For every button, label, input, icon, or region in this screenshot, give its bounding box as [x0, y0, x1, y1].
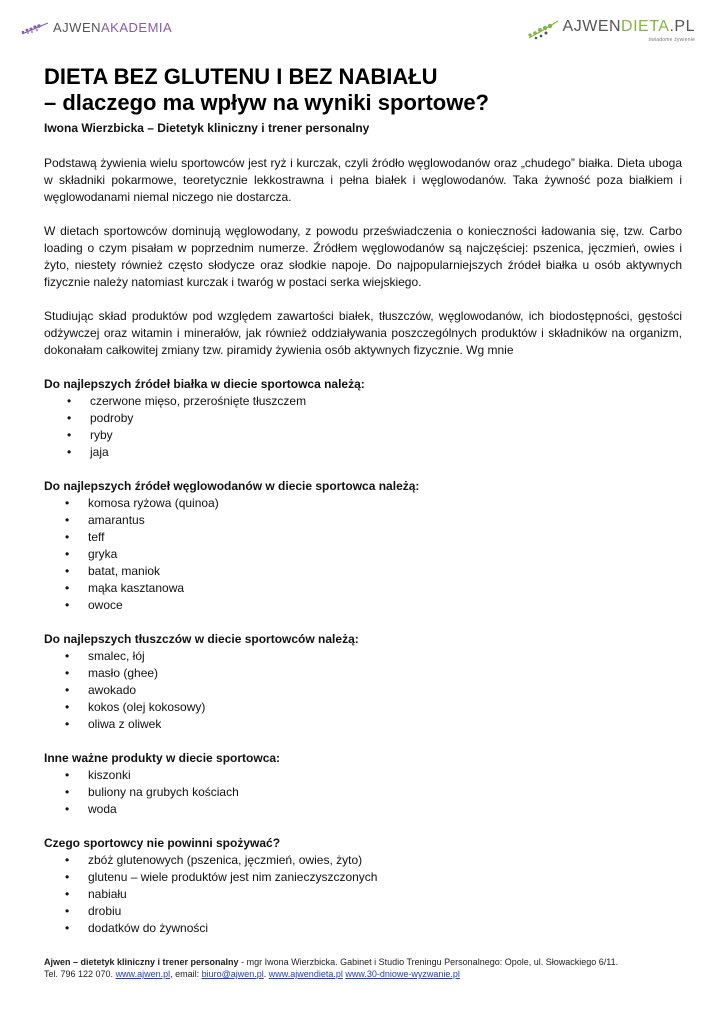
- list-item: • awokado: [65, 683, 137, 697]
- bullet-icon: •: [67, 428, 72, 442]
- paragraph-1: Podstawą żywienia wielu sportowców jest ryż i kurczak, czyli źródło węglowodanów oraz „chudego” białka. Dieta uboga w składniki pokarmowe, teoretycznie lekkostrawna i pełna białek i węglowodanów. Taka żywność poza białkiem i węglowodanami niemal niczego nie dostarcza.: [44, 156, 682, 204]
- bullet-icon: •: [65, 513, 70, 527]
- list-item: • oliwa z oliwek: [65, 717, 162, 731]
- section-title-other: Inne ważne produkty w diecie sportowca:: [44, 751, 281, 765]
- article-title: [44, 64, 682, 116]
- bullet-icon: •: [65, 547, 70, 561]
- ajwen-akademia-logo[interactable]: [20, 20, 172, 35]
- fats-list: [44, 648, 682, 733]
- list-item: • drobiu: [65, 904, 122, 918]
- list-item: • smalec, łój: [65, 649, 145, 663]
- footer-line-1: [44, 956, 684, 968]
- bullet-icon: •: [65, 870, 70, 884]
- logo-right-tagline: świadome żywienie: [648, 37, 695, 43]
- bullet-icon: •: [65, 530, 70, 544]
- list-item: • amarantus: [65, 513, 145, 527]
- avoid-list: [44, 852, 682, 937]
- section-title-protein: Do najlepszych źródeł białka w diecie sportowca należą:: [44, 377, 365, 391]
- bullet-icon: •: [65, 581, 70, 595]
- list-item: • kiszonki: [65, 768, 131, 782]
- list-item: • kokos (olej kokosowy): [65, 700, 206, 714]
- list-item: • batat, maniok: [65, 564, 161, 578]
- page-footer: [44, 956, 684, 980]
- footer-line-2: Tel. 796 122 070. www.ajwen.pl, email: biuro@ajwen.pl. www.ajwendieta.pl www.30-dniowe-wyzwanie.pl: [44, 969, 460, 979]
- other-list: [44, 767, 682, 818]
- list-item: • dodatków do żywności: [65, 921, 209, 935]
- title-line-2: – dlaczego ma wpływ na wyniki sportowe?: [44, 90, 489, 115]
- list-item: • czerwone mięso, przerośnięte tłuszczem: [67, 394, 307, 408]
- bullet-icon: •: [65, 649, 70, 663]
- list-item: • jaja: [67, 445, 109, 459]
- list-item: • masło (ghee): [65, 666, 159, 680]
- section-title-fats: Do najlepszych tłuszczów w diecie sportowców należą:: [44, 632, 359, 646]
- title-line-1: DIETA BEZ GLUTENU I BEZ NABIAŁU: [44, 64, 438, 89]
- logo-left-accent: AKADEMIA: [101, 20, 173, 35]
- dots-swoosh-icon: [526, 18, 560, 40]
- section-title-avoid: Czego sportowcy nie powinni spożywać?: [44, 836, 281, 850]
- bullet-icon: •: [65, 564, 70, 578]
- list-item: • gryka: [65, 547, 118, 561]
- protein-list: [44, 393, 682, 461]
- paragraph-3: Studiując skład produktów pod względem zawartości białek, tłuszczów, węglowodanów, ich biodostępności, gęstości odżywczej oraz witamin i minerałów, jak również oddziaływania poszczególnych produktów i składników na organizm, dokonałam całkowitej zmiany tzw. piramidy żywienia osób aktywnych fizycznie. Wg mnie: [44, 309, 682, 357]
- list-item: • glutenu – wiele produktów jest nim zanieczyszczonych: [65, 870, 378, 884]
- bullet-icon: •: [65, 700, 70, 714]
- list-item: • woda: [65, 802, 117, 816]
- link-email[interactable]: biuro@ajwen.pl: [201, 969, 264, 979]
- bullet-icon: •: [67, 394, 72, 408]
- list-item: • ryby: [67, 428, 113, 442]
- logo-left-brand: AJWEN: [53, 20, 101, 35]
- carbs-list: [44, 495, 682, 614]
- bullet-icon: •: [65, 904, 70, 918]
- list-item: • podroby: [67, 411, 134, 425]
- bullet-icon: •: [65, 768, 70, 782]
- list-item: • teff: [65, 530, 105, 544]
- bullet-icon: •: [65, 598, 70, 612]
- bullet-icon: •: [67, 411, 72, 425]
- page-header: [0, 0, 725, 50]
- bullet-icon: •: [65, 496, 70, 510]
- logo-right-suffix: .PL: [669, 18, 695, 35]
- bullet-icon: •: [65, 802, 70, 816]
- list-item: • mąka kasztanowa: [65, 581, 185, 595]
- author-line: Iwona Wierzbicka – Dietetyk kliniczny i trener personalny: [44, 121, 370, 135]
- footer-company: Ajwen – dietetyk kliniczny i trener personalny: [44, 957, 239, 967]
- logo-right-brand: AJWEN: [562, 18, 622, 35]
- ajwen-dieta-logo[interactable]: [526, 18, 695, 43]
- bullet-icon: •: [65, 785, 70, 799]
- bullet-icon: •: [65, 921, 70, 935]
- bullet-icon: •: [65, 853, 70, 867]
- section-title-carbs: Do najlepszych źródeł węglowodanów w diecie sportowca należą:: [44, 479, 420, 493]
- link-ajwendieta[interactable]: www.ajwendieta.pl: [268, 969, 343, 979]
- logo-right-accent: DIETA: [621, 18, 670, 35]
- article: [44, 64, 682, 937]
- footer-phone: Tel. 796 122 070.: [44, 969, 116, 979]
- bullet-icon: •: [65, 683, 70, 697]
- footer-address: - mgr Iwona Wierzbicka. Gabinet i Studio Treningu Personalnego: Opole, ul. Słowackiego 6/11.: [238, 957, 619, 967]
- paragraph-2: W dietach sportowców dominują węglowodany, z powodu przeświadczenia o konieczności ładowania się, tzw. Carbo loading o czym pisałam w poprzednim numerze. Źródłem węglowodanów są najczęściej: pszenica, jęczmień, owies i żyto, niestety również często słodycze oraz słodkie napoje. Do najpopularniejszych źródeł białka u osób aktywnych fizycznie należy natomiast kurczak i twaróg w postaci serka wiejskiego.: [44, 224, 682, 289]
- bullet-icon: •: [65, 717, 70, 731]
- list-item: • zbóż glutenowych (pszenica, jęczmień, owies, żyto): [65, 853, 363, 867]
- link-30-dniowe-wyzwanie[interactable]: www.30-dniowe-wyzwanie.pl: [345, 969, 460, 979]
- dots-swoosh-icon: [20, 21, 50, 35]
- list-item: • buliony na grubych kościach: [65, 785, 239, 799]
- list-item: • komosa ryżowa (quinoa): [65, 496, 219, 510]
- bullet-icon: •: [67, 445, 72, 459]
- link-ajwen[interactable]: www.ajwen.pl: [115, 969, 171, 979]
- list-item: • owoce: [65, 598, 123, 612]
- list-item: • nabiału: [65, 887, 127, 901]
- bullet-icon: •: [65, 887, 70, 901]
- bullet-icon: •: [65, 666, 70, 680]
